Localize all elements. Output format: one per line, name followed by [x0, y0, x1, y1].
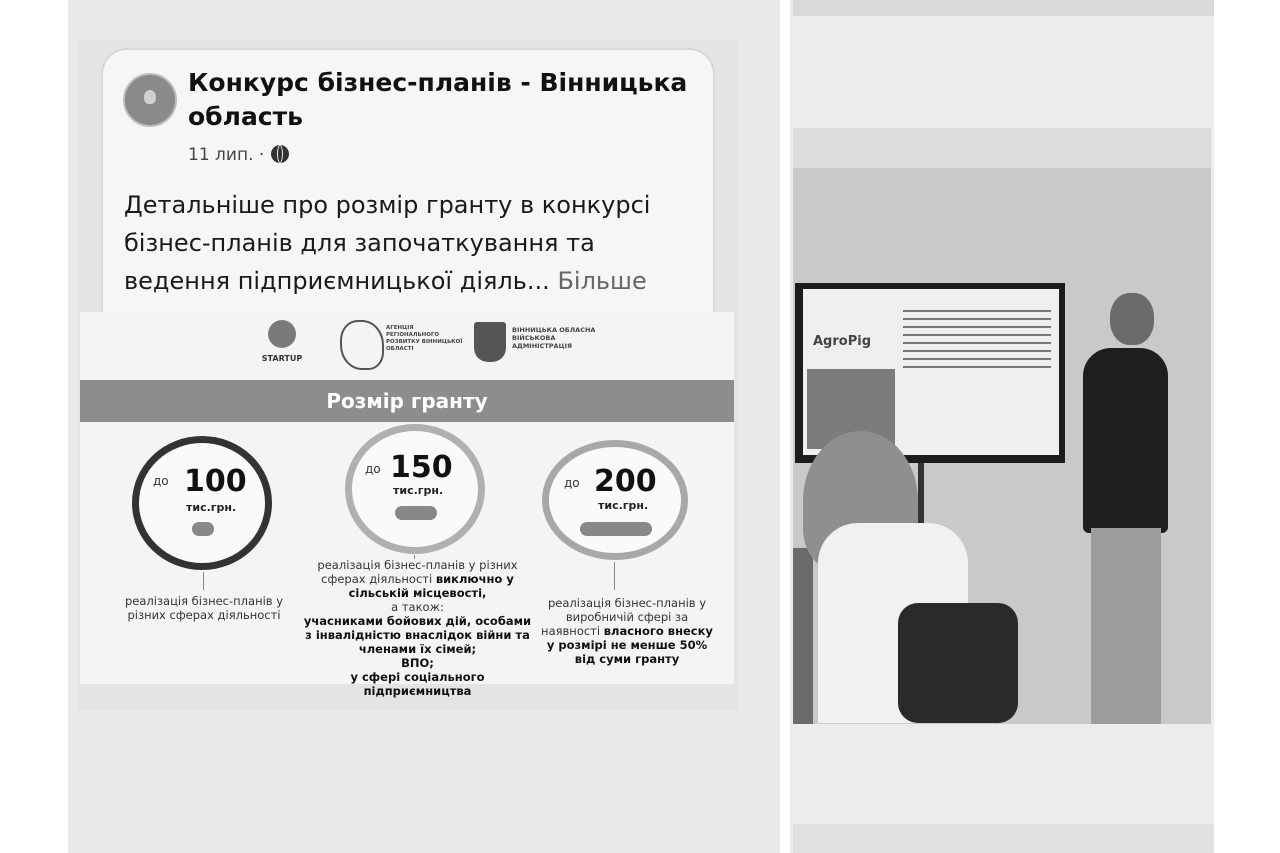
person-edge	[793, 548, 813, 724]
startup-logo-label: STARTUP	[261, 354, 303, 363]
coins-icon	[580, 522, 652, 536]
slide-line	[903, 366, 1051, 368]
grant-unit: тис.грн.	[186, 501, 237, 514]
tv-screen	[795, 283, 1065, 463]
grant-amount: 200	[594, 464, 657, 499]
grant-desc-150-veterans: учасниками бойових дій, особами з інвалідністю внаслідок війни та членами їх сімей;	[303, 614, 532, 656]
grant-desc-150	[300, 558, 535, 698]
grant-prefix: до	[564, 476, 580, 490]
grant-desc-100: реалізація бізнес-планів у різних сферах діяльності	[124, 594, 284, 622]
grant-desc-150-social: у сфері соціального підприємництва	[350, 670, 485, 698]
photo-strip-bottom	[793, 824, 1214, 853]
coat-of-arms-icon	[474, 322, 506, 362]
grant-desc-150-line1: реалізація бізнес-планів у різних сферах діяльності	[317, 558, 518, 586]
man-head	[1110, 293, 1154, 345]
more-link[interactable]: Більше	[557, 267, 647, 295]
slide-line	[903, 342, 1051, 344]
globe-icon	[271, 145, 289, 163]
grant-unit: тис.грн.	[393, 484, 444, 497]
grant-desc-200	[536, 596, 718, 666]
agency-logo-icon	[340, 320, 384, 370]
grant-size-banner: Розмір гранту	[80, 380, 734, 422]
slide-line	[903, 318, 1051, 320]
sun-icon	[268, 320, 296, 348]
administration-name: ВІННИЦЬКА ОБЛАСНА ВІЙСЬКОВА АДМІНІСТРАЦІЯ	[512, 326, 596, 350]
grant-unit: тис.грн.	[598, 499, 649, 512]
photo-strip-top	[793, 0, 1214, 16]
slide-line	[903, 350, 1051, 352]
coins-icon	[395, 506, 437, 520]
startup-logo	[256, 318, 308, 372]
slide-line	[903, 334, 1051, 336]
chair	[898, 603, 1018, 723]
post-body: Детальніше про розмір гранту в конкурсі бізнес-планів для започаткування та ведення підприємницької діяль...	[124, 191, 651, 295]
grant-desc-150-also: а також:	[391, 600, 444, 614]
slide-line	[903, 310, 1051, 312]
post-date[interactable]: 11 лип. ·	[188, 145, 265, 165]
slide-line	[903, 326, 1051, 328]
grant-desc-200-contribution: власного внеску у розмірі не менше 50% від суми гранту	[546, 624, 713, 666]
grant-prefix: до	[365, 462, 381, 476]
presentation-slide	[803, 289, 1059, 455]
grant-desc-150-idp: ВПО;	[401, 656, 434, 670]
grant-amount: 100	[184, 464, 247, 499]
post-text	[124, 186, 704, 300]
arrow-line	[614, 562, 615, 590]
presentation-photo	[793, 128, 1211, 724]
man-legs	[1091, 528, 1161, 724]
grant-amount: 150	[390, 450, 453, 485]
slide-line	[903, 358, 1051, 360]
coins-icon	[192, 522, 214, 536]
grant-prefix: до	[153, 474, 169, 488]
agropig-logo: AgroPig	[813, 334, 871, 349]
page-avatar[interactable]	[123, 73, 177, 127]
agency-name: АГЕНЦІЯ РЕГІОНАЛЬНОГО РОЗВИТКУ ВІННИЦЬКОЇ ОБЛАСТІ	[386, 325, 463, 352]
slide-text-lines	[903, 304, 1051, 374]
man-body	[1083, 348, 1168, 533]
arrow-line	[203, 572, 204, 590]
ceiling	[793, 128, 1211, 168]
grant-desc-200-line1: реалізація бізнес-планів у виробничій сфері за наявності	[541, 596, 707, 638]
grant-desc-150-rural: виключно у сільській місцевості,	[348, 572, 514, 600]
page-title[interactable]: Конкурс бізнес-планів - Вінницька область	[188, 68, 688, 131]
